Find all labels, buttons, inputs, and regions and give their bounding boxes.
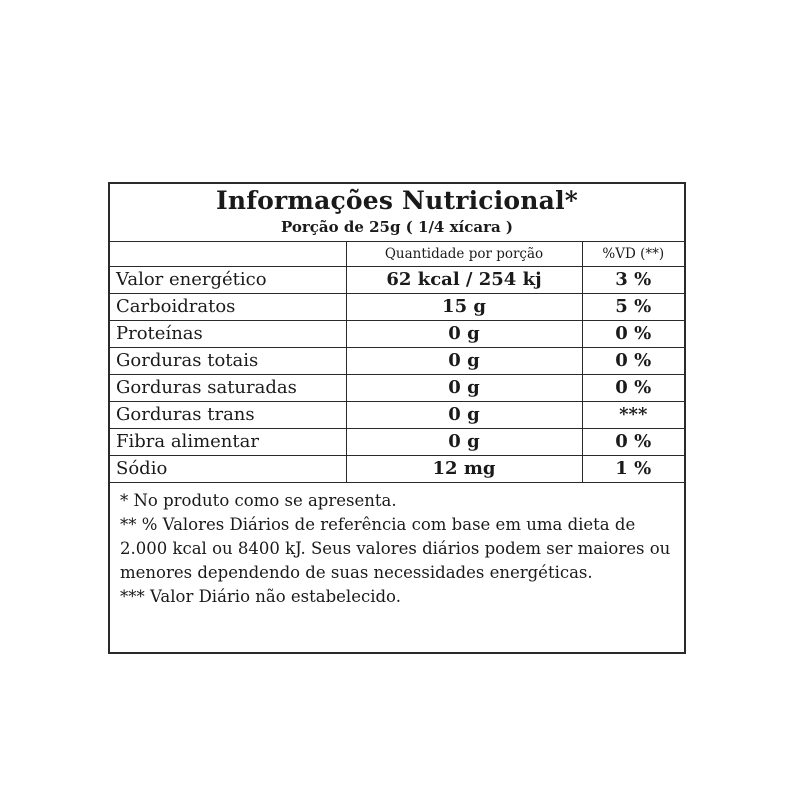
label-title: Informações Nutricional* — [215, 186, 579, 215]
nutrient-name: Carboidratos — [110, 293, 346, 320]
nutrient-quantity: 12 mg — [346, 455, 582, 482]
nutrient-name: Gorduras totais — [110, 347, 346, 374]
nutrient-quantity: 0 g — [346, 428, 582, 455]
nutrient-dv: 3 % — [582, 266, 684, 293]
nutrient-dv: 1 % — [582, 455, 684, 482]
header-quantity: Quantidade por porção — [346, 242, 582, 266]
nutrient-name: Gorduras saturadas — [110, 374, 346, 401]
nutrient-quantity: 0 g — [346, 401, 582, 428]
nutrient-name: Sódio — [110, 455, 346, 482]
nutrient-name: Valor energético — [110, 266, 346, 293]
nutrient-name: Gorduras trans — [110, 401, 346, 428]
table-header-row — [110, 242, 684, 266]
nutrient-dv: 0 % — [582, 347, 684, 374]
table-row — [110, 401, 684, 428]
footnotes — [120, 489, 676, 609]
header-dv: %VD (**) — [582, 242, 684, 266]
label-header — [110, 184, 684, 242]
nutrient-quantity: 15 g — [346, 293, 582, 320]
nutrient-dv: 0 % — [582, 428, 684, 455]
nutrient-quantity: 0 g — [346, 320, 582, 347]
nutrient-quantity: 0 g — [346, 374, 582, 401]
nutrient-quantity: 62 kcal / 254 kj — [346, 266, 582, 293]
nutrient-dv: *** — [582, 401, 684, 428]
nutrition-label — [108, 182, 686, 654]
nutrient-dv: 0 % — [582, 320, 684, 347]
nutrient-quantity: 0 g — [346, 347, 582, 374]
portion-size: Porção de 25g ( 1/4 xícara ) — [280, 218, 514, 236]
table-row — [110, 347, 684, 374]
table-row — [110, 374, 684, 401]
footnote-not-established: *** Valor Diário não estabelecido. — [120, 587, 401, 606]
table-row — [110, 320, 684, 347]
header-nutrient — [110, 242, 346, 266]
nutrient-dv: 5 % — [582, 293, 684, 320]
nutrient-dv: 0 % — [582, 374, 684, 401]
footnote-serving: * No produto como se apresenta. — [120, 491, 397, 510]
table-row — [110, 293, 684, 320]
nutrition-table — [110, 242, 684, 483]
table-row — [110, 428, 684, 455]
nutrient-name: Fibra alimentar — [110, 428, 346, 455]
table-row — [110, 455, 684, 482]
nutrient-name: Proteínas — [110, 320, 346, 347]
table-row — [110, 266, 684, 293]
footnote-daily-values: ** % Valores Diários de referência com base em uma dieta de 2.000 kcal ou 8400 kJ. Seus valores diários podem ser maiores ou menores dependendo de suas necessidades energéticas. — [120, 515, 671, 582]
